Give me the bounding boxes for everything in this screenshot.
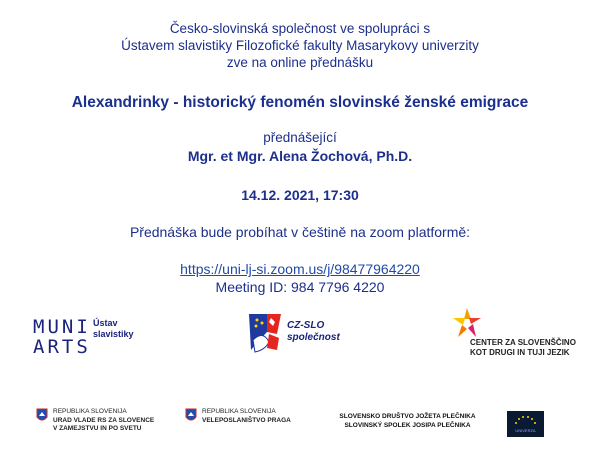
meeting-id: Meeting ID: 984 7796 4220 bbox=[215, 279, 385, 295]
zoom-link[interactable]: https://uni-lj-si.zoom.us/j/98477964220 bbox=[180, 261, 420, 277]
muni-arts-logo bbox=[33, 316, 143, 356]
lecture-title: Alexandrinky - historický fenomén slovinské ženské emigrace bbox=[71, 94, 529, 111]
arts-wordmark: ARTS bbox=[33, 336, 91, 358]
invitation-line-3: zve na online přednášku bbox=[226, 55, 374, 70]
ustav-line-2: slavistiky bbox=[93, 329, 134, 339]
center-line-2: KOT DRUGI IN TUJI JEZIK bbox=[470, 348, 570, 357]
star-flower-icon bbox=[450, 306, 484, 340]
plecnik-line-2: SLOVINSKÝ SPOLEK JOSIPA PLEČNIKA bbox=[344, 422, 471, 429]
rs-urad-line-2: URAD VLADE RS ZA SLOVENCE bbox=[53, 416, 155, 424]
lecturer-label: přednášející bbox=[263, 130, 337, 145]
center-za-slovenscino-logo bbox=[444, 306, 574, 360]
czslo-text bbox=[287, 320, 340, 344]
czslo-logo bbox=[247, 310, 357, 356]
rs-embassy-line-2: VELEPOSLANIŠTVO PRAGA bbox=[202, 416, 291, 424]
lecturer-name: Mgr. et Mgr. Alena Žochová, Ph.D. bbox=[187, 148, 413, 164]
czslo-line-2: společnost bbox=[287, 332, 340, 343]
czslo-line-1: CZ-SLO bbox=[287, 320, 325, 331]
university-logo bbox=[507, 411, 544, 437]
czslo-emblem-icon bbox=[247, 310, 285, 356]
star-arc-icon bbox=[507, 411, 544, 437]
invitation-line-2: Ústavem slavistiky Filozofické fakulty Masarykovy univerzity bbox=[121, 38, 479, 53]
muni-wordmark: MUNI bbox=[33, 316, 91, 338]
invitation-block bbox=[0, 20, 600, 71]
plecnik-society-text bbox=[330, 412, 485, 430]
center-text bbox=[470, 338, 576, 358]
slovenia-coat-of-arms-icon bbox=[36, 408, 48, 424]
rs-embassy-text bbox=[202, 408, 291, 425]
university-caption: UNIVERZA bbox=[515, 428, 536, 433]
rs-urad-text bbox=[53, 408, 154, 434]
center-line-1: CENTER ZA SLOVENŠČINO bbox=[470, 338, 576, 347]
slovenia-coat-of-arms-icon bbox=[185, 408, 197, 424]
invitation-line-1: Česko-slovinská společnost ve spolupráci s bbox=[169, 21, 431, 36]
rs-urad-line-3: V ZAMEJSTVU IN PO SVETU bbox=[53, 425, 142, 432]
plecnik-line-1: SLOVENSKO DRUŠTVO JOŽETA PLEČNIKA bbox=[339, 413, 476, 420]
rs-embassy-line-1: REPUBLIKA SLOVENIJA bbox=[202, 408, 276, 415]
language-note: Přednáška bude probíhat v češtině na zoom platformě: bbox=[129, 224, 471, 240]
ustav-label bbox=[93, 318, 134, 340]
event-datetime: 14.12. 2021, 17:30 bbox=[241, 187, 359, 203]
ustav-line-1: Ústav bbox=[93, 318, 118, 328]
rs-urad-line-1: REPUBLIKA SLOVENIJA bbox=[53, 408, 127, 415]
